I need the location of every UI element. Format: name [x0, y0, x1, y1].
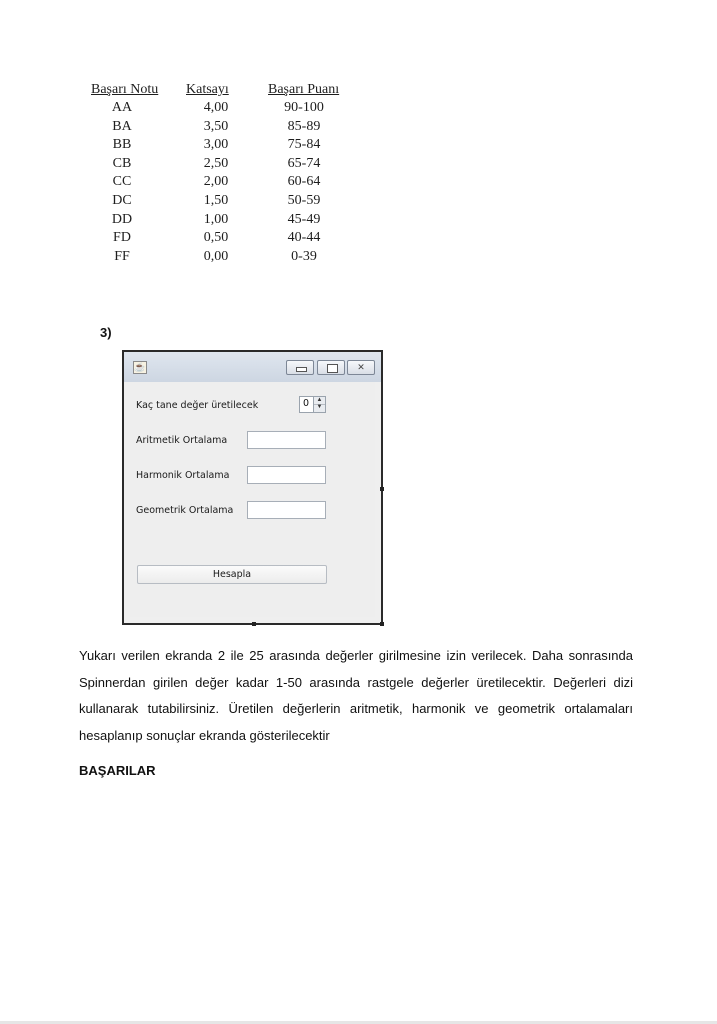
grade-letter: CB [112, 155, 132, 171]
grade-range: 40-44 [287, 230, 321, 246]
grade-coefficient: 2,50 [203, 155, 229, 171]
grade-letter: BB [112, 137, 132, 153]
count-label: Kaç tane değer üretilecek [136, 400, 259, 411]
grade-letter: BA [112, 118, 132, 134]
window-content [130, 382, 375, 617]
harmonic-mean-label: Harmonik Ortalama [136, 470, 230, 481]
resize-handle[interactable] [252, 622, 256, 626]
arithmetic-mean-label: Aritmetik Ortalama [136, 435, 228, 446]
resize-handle[interactable] [380, 487, 384, 491]
window-titlebar[interactable] [124, 352, 381, 382]
grade-range: 90-100 [284, 100, 324, 115]
harmonic-mean-field[interactable] [247, 466, 326, 484]
close-button[interactable] [347, 360, 375, 375]
geometric-mean-field[interactable] [247, 501, 326, 519]
grade-coefficient: 3,50 [203, 118, 229, 134]
spinner-down-icon[interactable]: ▼ [316, 404, 323, 410]
grade-letter: DD [111, 211, 133, 227]
grade-coefficient: 0,50 [203, 230, 229, 246]
minimize-icon [296, 367, 307, 372]
closing-text: BAŞARILAR [79, 763, 156, 778]
close-icon: ✕ [357, 362, 365, 372]
grade-letter: FD [113, 230, 131, 246]
grade-coefficient: 3,00 [203, 137, 229, 153]
section-number: 3) [100, 325, 112, 340]
grade-letter: CC [112, 174, 132, 190]
count-spinner[interactable] [299, 396, 326, 413]
spinner-arrows [313, 397, 325, 412]
maximize-icon [327, 364, 338, 373]
description-paragraph: Yukarı verilen ekranda 2 ile 25 arasında değerler girilmesine izin verilecek. Daha sonrasında Spinnerdan girilen değer kadar 1-50 arasında rastgele değerler üretilecektir. Değerleri dizi kullanarak tutabilirsiniz. Üretilen değerlerin aritmetik, harmonik ve geometrik ortalamaları hesaplanıp sonuçlar ekranda gösterilecektir [79, 648, 633, 743]
arithmetic-mean-field[interactable] [247, 431, 326, 449]
grade-coefficient: 0,00 [203, 248, 229, 264]
grade-letter: DC [112, 192, 132, 208]
spinner-up-icon[interactable]: ▲ [314, 397, 325, 405]
header-coefficient: Katsayı [186, 82, 229, 97]
app-window [122, 350, 383, 625]
header-score-range: Başarı Puanı [268, 82, 340, 97]
grade-range: 65-74 [287, 155, 321, 171]
grade-coefficient: 1,00 [203, 211, 229, 227]
grade-range: 45-49 [287, 211, 321, 227]
grade-range: 85-89 [287, 118, 321, 134]
header-grade: Başarı Notu [91, 82, 159, 97]
minimize-button[interactable] [286, 360, 314, 375]
maximize-button[interactable] [317, 360, 345, 375]
grade-coefficient: 1,50 [203, 192, 229, 208]
grade-letter: FF [114, 248, 130, 264]
calculate-button[interactable]: Hesapla [137, 565, 327, 584]
grade-coefficient: 2,00 [203, 174, 229, 190]
grade-coefficient: 4,00 [203, 100, 229, 115]
grade-range: 60-64 [287, 174, 321, 190]
resize-handle[interactable] [380, 622, 384, 626]
geometric-mean-label: Geometrik Ortalama [136, 505, 234, 516]
grade-range: 50-59 [287, 192, 321, 208]
grade-range: 0-39 [291, 248, 317, 264]
java-cup-icon: ☕ [134, 362, 146, 372]
grade-letter: AA [111, 100, 133, 115]
grade-range: 75-84 [287, 137, 321, 153]
spinner-value[interactable]: 0 [303, 398, 310, 409]
